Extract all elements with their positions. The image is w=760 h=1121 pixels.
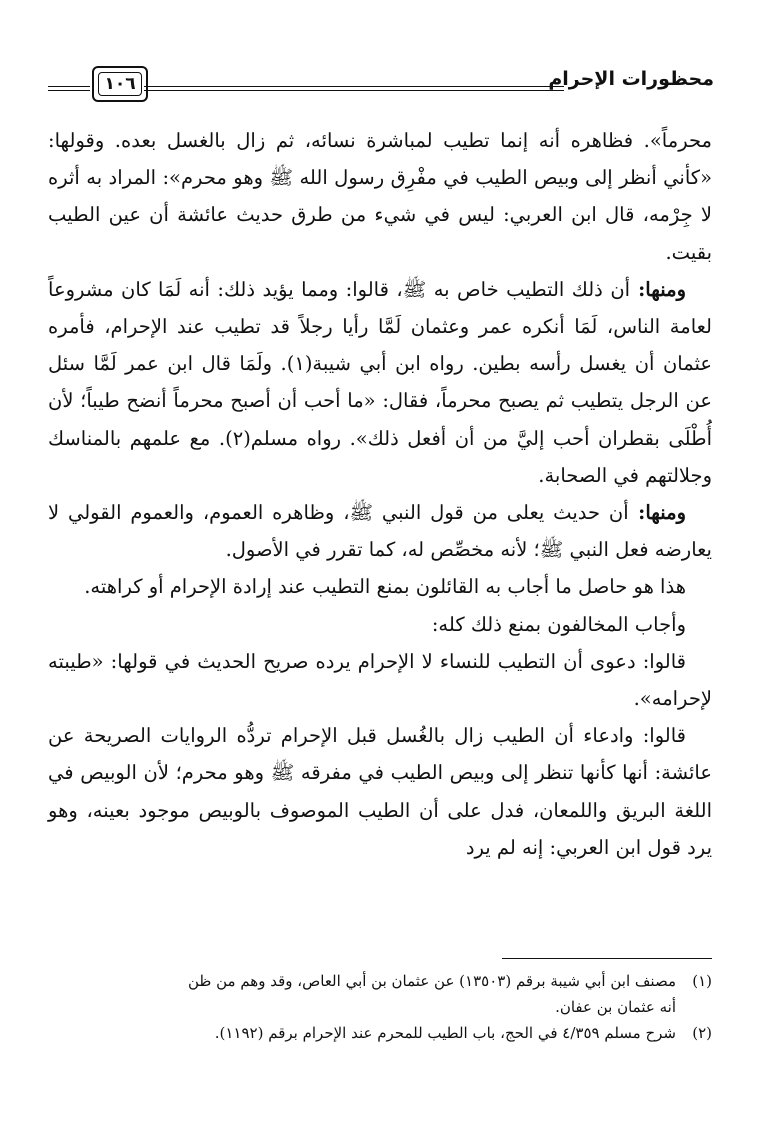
- paragraph-text: وأجاب المخالفون بمنع ذلك كله:: [431, 612, 686, 636]
- header-rule-left: [48, 86, 90, 91]
- paragraph: [48, 271, 712, 494]
- footnote-continuation: أنه عثمان بن عفان.: [555, 998, 676, 1016]
- footnote-number: (١): [692, 972, 712, 990]
- footnote-separator: [502, 958, 712, 959]
- header-rule: [144, 86, 564, 91]
- paragraph: [48, 643, 712, 717]
- paragraph: [48, 568, 712, 605]
- paragraph-lead: ومنها:: [628, 501, 686, 525]
- paragraph-text: أن ذلك التطيب خاص به ﷺ، قالوا: ومما يؤيد ذلك: أنه لَمَا كان مشروعاً لعامة الناس، لَمَا أنكره عمر وعثمان لَمَّا رأيا رجلاً قد تطيب عند الإحرام، فأمره عثمان أن يغسل رأسه بطين. رواه ابن أبي شيبة(١). ولَمَا قال ابن عمر لَمَّا سئل عن الرجل يتطيب ثم يصبح محرماً، فقال: «ما أحب أن أصبح محرماً أنضح طيباً؛ لأن أُطْلَى بقطران أحب إليَّ من أن أفعل ذلك». رواه مسلم(٢). مع علمهم بالمناسك وجلالتهم في الصحابة.: [48, 277, 713, 487]
- footnote-text: مصنف ابن أبي شيبة برقم (١٣٥٠٣) عن عثمان بن أبي العاص، وقد وهم من ظن: [187, 972, 676, 990]
- paragraph-text: قالوا: وادعاء أن الطيب زال بالغُسل قبل الإحرام تردُّه الروايات الصريحة عن عائشة: أنها كأنها تنظر إلى وبيص الطيب في مفرقه ﷺ وهو محرم؛ لأن الوبيص في اللغة البريق واللمعان، فدل على أن الطيب الموصوف بالوبيص موجود بعينه، وهو يرد قول ابن العربي: إنه لم يرد: [48, 724, 712, 859]
- paragraph: [48, 122, 712, 271]
- page-number: ١٠٦: [98, 72, 142, 96]
- paragraph: [48, 494, 712, 568]
- paragraph: [48, 606, 712, 643]
- running-title: محظورات الإحرام: [548, 68, 714, 90]
- paragraph: [48, 717, 712, 866]
- main-text: [48, 122, 712, 866]
- paragraph-text: قالوا: دعوى أن التطيب للنساء لا الإحرام يرده صريح الحديث في قولها: «طيبته لإحرامه».: [48, 649, 712, 711]
- page-header: [48, 64, 714, 104]
- paragraph-text: أن حديث يعلى من قول النبي ﷺ، وظاهره العموم، والعموم القولي لا يعارضه فعل النبي ﷺ؛ لأنه مخصِّص له، كما تقرر في الأصول.: [48, 501, 712, 562]
- paragraph-text: هذا هو حاصل ما أجاب به القائلون بمنع التطيب عند إرادة الإحرام أو كراهته.: [84, 575, 686, 599]
- footnote-number: (٢): [692, 1024, 712, 1042]
- page-number-frame: [92, 66, 148, 102]
- footnote-text: شرح مسلم ٤/٣٥٩ في الحج، باب الطيب للمحرم عند الإحرام برقم (١١٩٢).: [214, 1024, 676, 1042]
- paragraph-text: محرماً». فظاهره أنه إنما تطيب لمباشرة نسائه، ثم زال بالغسل بعده. وقولها: «كأني أنظر إلى وبيص الطيب في مفْرِق رسول الله ﷺ وهو محرم»: المراد به أثره لا جِرْمه، قال ابن العربي: ليس في شيء من طرق حديث عائشة أن عين الطيب بقيت.: [48, 129, 712, 264]
- footnote: [48, 1020, 712, 1046]
- footnotes: [48, 968, 712, 1046]
- paragraph-lead: ومنها:: [630, 277, 686, 301]
- footnote: [48, 968, 712, 994]
